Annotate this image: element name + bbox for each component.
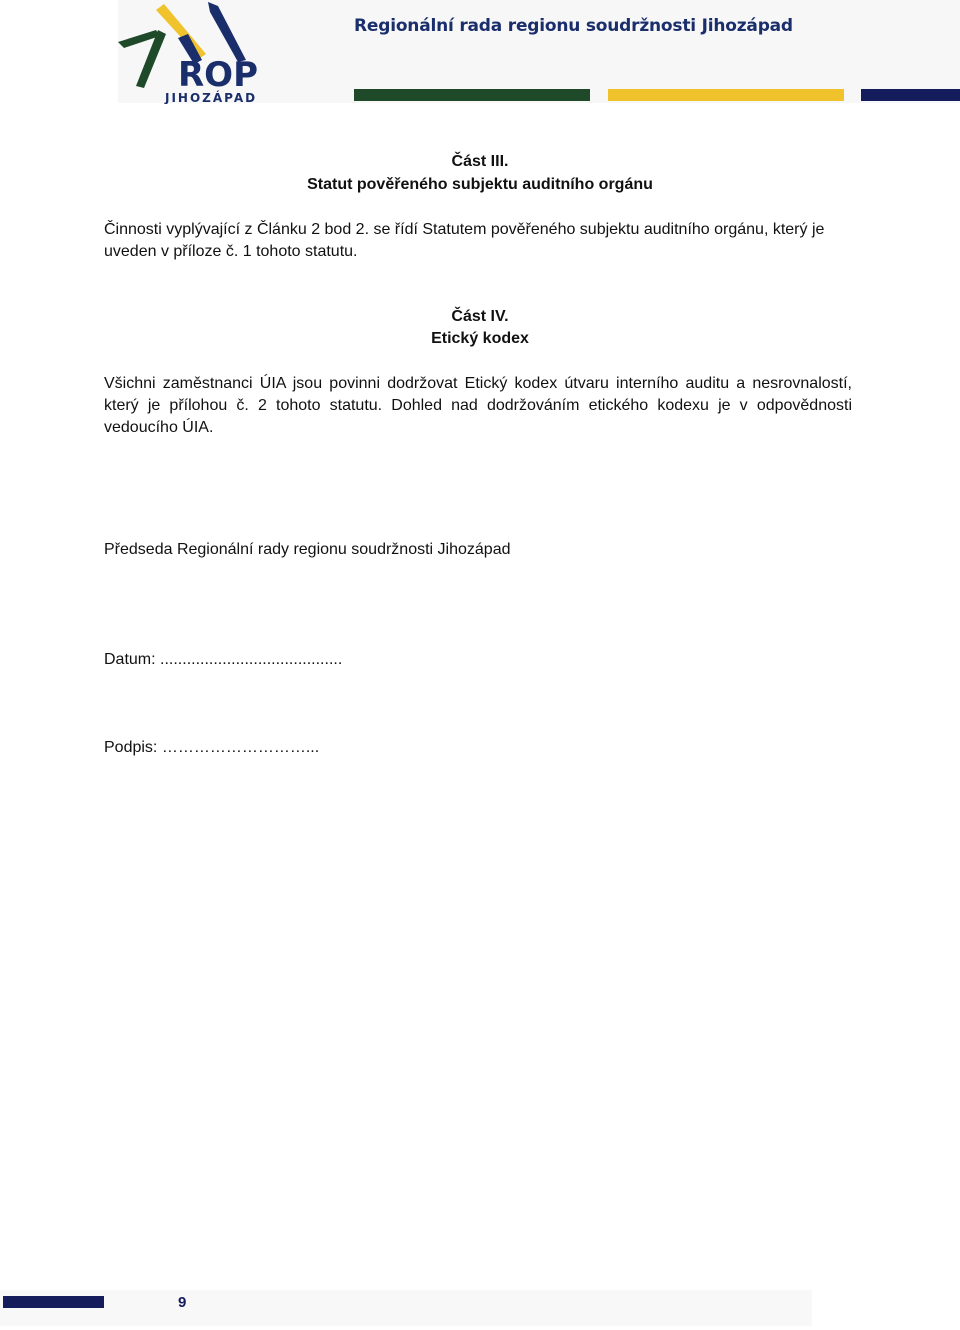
part4-subtitle: Etický kodex xyxy=(431,330,529,347)
footer-band xyxy=(0,1290,812,1326)
org-title: Regionální rada regionu soudržnosti Jihozápad xyxy=(354,16,793,36)
header-bar-navy xyxy=(861,89,960,101)
chairman-label: Předseda Regionální rady regionu soudržnosti Jihozápad xyxy=(104,541,511,558)
footer-bar xyxy=(3,1296,104,1308)
part3-subtitle: Statut pověřeného subjektu auditního orgánu xyxy=(307,176,653,193)
part4-title: Část IV. xyxy=(451,308,509,325)
date-line: Datum: ......................................... xyxy=(104,651,343,668)
rop-jihozapad-logo xyxy=(118,0,278,104)
part4-text: Všichni zaměstnanci ÚIA jsou povinni dodržovat Etický kodex útvaru interního auditu a nesrovnalostí, který je přílohou č. 2 tohoto statutu. Dohled nad dodržováním etického kodexu je v odpovědnosti vedoucího ÚIA. xyxy=(104,375,852,436)
logo-text: ROP xyxy=(178,55,259,95)
header-bar-green xyxy=(354,89,590,101)
part3-title: Část III. xyxy=(451,153,509,170)
part3-text: Činnosti vyplývající z Článku 2 bod 2. se řídí Statutem pověřeného subjektu auditního orgánu, který je uveden v příloze č. 1 tohoto statutu. xyxy=(104,221,825,260)
logo-subtext: JIHOZÁPAD xyxy=(165,91,258,104)
signature-line: Podpis: ………………………... xyxy=(104,739,320,756)
page-number: 9 xyxy=(178,1294,187,1311)
header-bar-yellow xyxy=(608,89,844,101)
